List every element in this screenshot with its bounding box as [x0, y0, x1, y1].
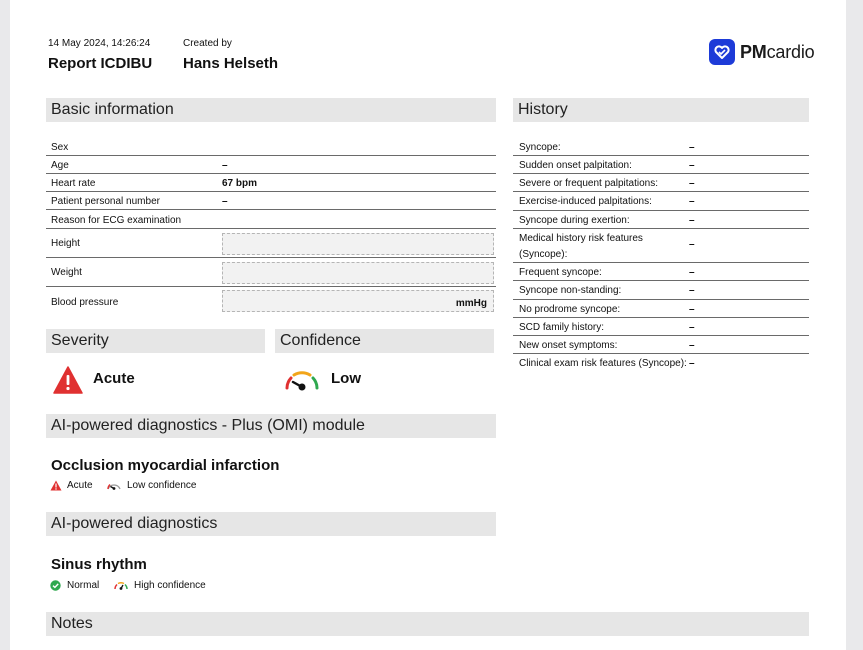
omi-severity-label: Acute	[67, 480, 93, 491]
severity-title: Severity	[46, 329, 265, 353]
history-label: Syncope during exertion:	[519, 215, 630, 226]
report-date: 14 May 2024, 14:26:24	[48, 38, 151, 49]
ai-diagnosis: Sinus rhythm	[51, 556, 147, 573]
height-input[interactable]	[222, 233, 494, 255]
brand-name: PMcardio	[740, 41, 815, 62]
basic-info-row	[46, 156, 496, 174]
omi-confidence-label: Low confidence	[127, 480, 197, 491]
history-value: –	[689, 215, 695, 226]
basic-info-value: –	[222, 196, 228, 207]
pmcardio-logo	[709, 39, 814, 65]
check-circle-icon	[50, 578, 61, 596]
basic-info-row	[46, 138, 496, 156]
warning-triangle-icon	[53, 366, 83, 399]
basic-info-value: 67 bpm	[222, 178, 258, 189]
severity-value: Acute	[93, 370, 135, 387]
blood-pressure-unit: mmHg	[455, 298, 487, 309]
history-label: Exercise-induced palpitations:	[519, 196, 652, 207]
basic-info-title: Basic information	[46, 98, 496, 122]
ai-confidence-label: High confidence	[134, 580, 206, 591]
history-row	[513, 192, 809, 211]
history-row	[513, 211, 809, 229]
weight-label: Weight	[51, 267, 82, 278]
history-label: Severe or frequent palpitations:	[519, 178, 658, 189]
blood-pressure-input[interactable]	[222, 290, 494, 312]
history-row	[513, 229, 809, 263]
history-row	[513, 263, 809, 281]
confidence-gauge-icon	[282, 367, 322, 398]
history-row	[513, 336, 809, 354]
history-value: –	[689, 142, 695, 153]
omi-diagnosis: Occlusion myocardial infarction	[51, 457, 280, 474]
history-value: –	[689, 178, 695, 189]
history-value: –	[689, 160, 695, 171]
blood-pressure-row	[46, 287, 496, 313]
ai-diagnostics-title: AI-powered diagnostics	[46, 512, 496, 536]
basic-info-label: Reason for ECG examination	[51, 215, 182, 226]
weight-input[interactable]	[222, 262, 494, 284]
omi-low-gauge-icon	[106, 478, 122, 496]
basic-info-label: Age	[51, 160, 69, 171]
weight-row	[46, 258, 496, 287]
blood-pressure-label: Blood pressure	[51, 297, 119, 308]
report-title: Report ICDIBU	[48, 55, 153, 72]
history-label: No prodrome syncope:	[519, 304, 621, 315]
history-title: History	[513, 98, 809, 122]
basic-info-label: Heart rate	[51, 178, 96, 189]
history-label: Syncope non-standing:	[519, 285, 622, 296]
history-value: –	[689, 196, 695, 207]
basic-info-label: Sex	[51, 142, 69, 153]
report-page	[10, 0, 846, 650]
ai-status-label: Normal	[67, 580, 100, 591]
history-value: –	[689, 304, 695, 315]
basic-info-row	[46, 211, 496, 229]
history-value: –	[689, 267, 695, 278]
notes-title: Notes	[46, 612, 809, 636]
history-label: Frequent syncope:	[519, 267, 602, 278]
history-label: SCD family history:	[519, 322, 605, 333]
history-row	[513, 354, 809, 372]
history-value: –	[689, 239, 695, 250]
omi-severity-icon	[50, 478, 62, 496]
created-by-label: Created by	[183, 38, 232, 49]
history-label: Clinical exam risk features (Syncope):	[519, 358, 687, 369]
confidence-value: Low	[331, 370, 361, 387]
height-label: Height	[51, 238, 80, 249]
report-author: Hans Helseth	[183, 55, 279, 72]
height-row	[46, 229, 496, 258]
history-row	[513, 174, 809, 192]
history-value: –	[689, 340, 695, 351]
basic-info-value: –	[222, 160, 228, 171]
basic-info-row	[46, 192, 496, 210]
history-label: Medical history risk features (Syncope):	[519, 233, 643, 260]
history-value: –	[689, 358, 695, 369]
history-label: Sudden onset palpitation:	[519, 160, 632, 171]
history-row	[513, 300, 809, 318]
history-label: New onset symptoms:	[519, 340, 618, 351]
basic-info-label: Patient personal number	[51, 196, 160, 207]
omi-module-title: AI-powered diagnostics - Plus (OMI) module	[46, 414, 496, 438]
confidence-title: Confidence	[275, 329, 494, 353]
history-value: –	[689, 322, 695, 333]
history-row	[513, 318, 809, 336]
history-value: –	[689, 285, 695, 296]
history-label: Syncope:	[519, 142, 561, 153]
history-row	[513, 138, 809, 156]
history-row	[513, 156, 809, 174]
history-row	[513, 281, 809, 300]
basic-info-row	[46, 174, 496, 192]
ai-high-gauge-icon	[113, 578, 129, 596]
heart-logo-icon	[709, 39, 735, 65]
